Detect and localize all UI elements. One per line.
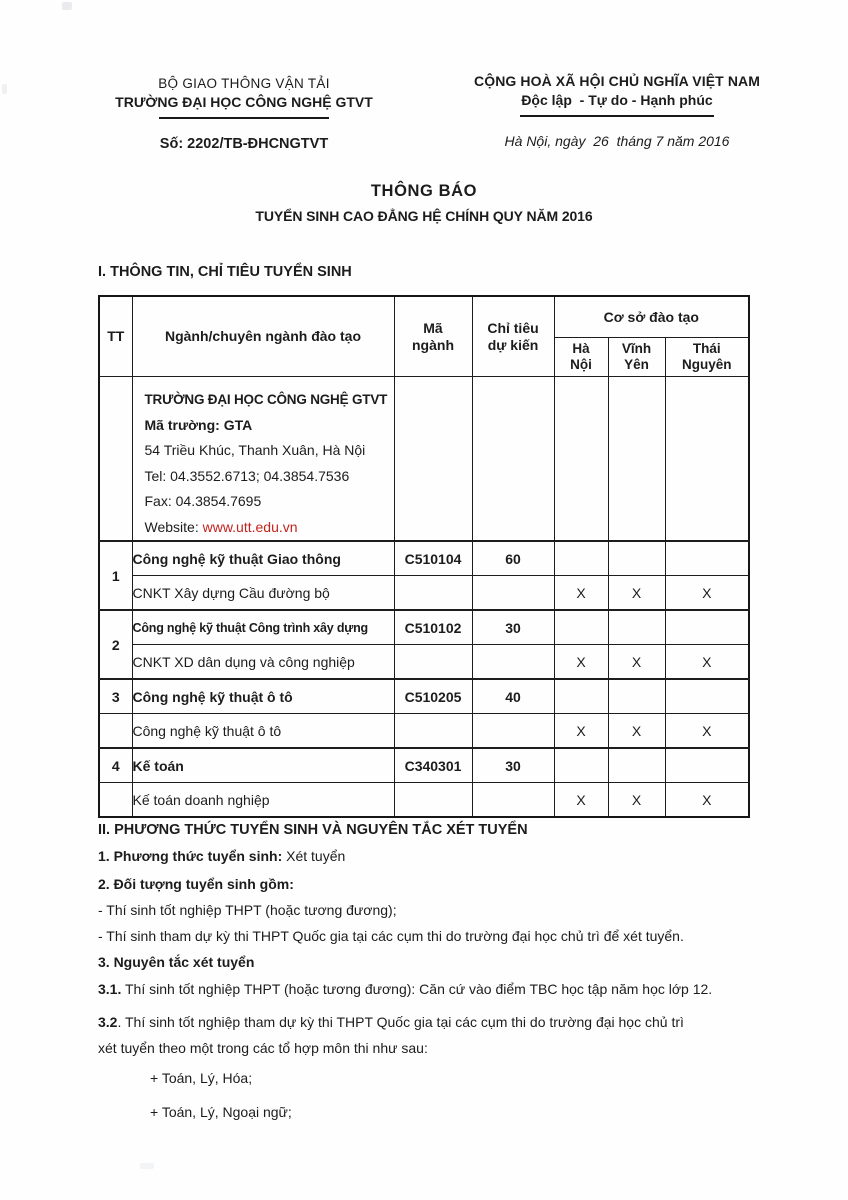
empty-cell (472, 783, 554, 818)
school-name: TRƯỜNG ĐẠI HỌC CÔNG NGHỆ GTVT (144, 392, 388, 407)
subject-combo-2: + Toán, Lý, Ngoại ngữ; (150, 1104, 292, 1120)
school-tel: Tel: 04.3552.6713; 04.3854.7536 (144, 467, 350, 484)
empty-cell (394, 645, 472, 680)
university-name: TRƯỜNG ĐẠI HỌC CÔNG NGHỆ GTVT (115, 94, 373, 110)
major-name: Kế toán (132, 748, 394, 783)
row-number: 3 (99, 679, 132, 714)
document-subtitle: TUYỂN SINH CAO ĐẲNG HỆ CHÍNH QUY NĂM 2016 (255, 208, 593, 224)
major-quota: 30 (472, 610, 554, 645)
empty-cell (394, 576, 472, 611)
ministry-name: BỘ GIAO THÔNG VẬN TẢI (158, 76, 330, 91)
table-header-row-1 (99, 296, 749, 338)
school-info-row (99, 377, 749, 542)
website-label: Website: (144, 518, 203, 535)
national-motto: Độc lập - Tự do - Hạnh phúc (521, 92, 713, 108)
country-name: CỘNG HOÀ XÃ HỘI CHỦ NGHĨA VIỆT NAM (474, 73, 760, 89)
place-date-line: Hà Nội, ngày 26 tháng 7 năm 2016 (504, 133, 730, 150)
empty-cell (394, 783, 472, 818)
col-header-tt: TT (99, 296, 132, 377)
campus-vinhyen-line1: Vĩnh (621, 341, 652, 357)
admission-method-value: Xét tuyển (286, 848, 346, 864)
major-quota: 60 (472, 541, 554, 576)
major-name: Công nghệ kỹ thuật ô tô (132, 679, 394, 714)
empty-cell (394, 377, 472, 542)
section2 (98, 822, 804, 1121)
empty-cell (608, 610, 665, 645)
school-info (133, 377, 394, 540)
submajor-name: Công nghệ kỹ thuật ô tô (132, 714, 394, 749)
section2-heading: II. PHƯƠNG THỨC TUYỂN SINH VÀ NGUYÊN TẮC XÉT TUYỂN (98, 822, 528, 838)
school-info-cell (132, 377, 394, 542)
major-code: C340301 (394, 748, 472, 783)
campus-mark-thainguyen: X (665, 645, 749, 680)
major-name: Công nghệ kỹ thuật Công trình xây dựng (132, 610, 394, 645)
school-code: Mã trường: GTA (144, 416, 253, 433)
principle-3-1 (98, 980, 804, 998)
school-address: 54 Triều Khúc, Thanh Xuân, Hà Nội (144, 442, 366, 458)
empty-cell (554, 610, 608, 645)
campus-thainguyen-line2: Nguyên (682, 357, 732, 372)
campus-mark-vinhyen: X (608, 783, 665, 818)
col-header-quota-line2: dự kiến (487, 336, 539, 353)
empty-cell (665, 679, 749, 714)
campus-mark-hanoi: X (554, 714, 608, 749)
target-bullet-2: - Thí sinh tham dự kỳ thi THPT Quốc gia tại các cụm thi do trường đại học chủ trì để xét tuyển. (98, 928, 684, 944)
campus-vinhyen-line2: Yên (624, 357, 649, 372)
col-header-quota (472, 296, 554, 377)
empty-cell (665, 610, 749, 645)
empty-cell (665, 541, 749, 576)
campus-mark-vinhyen: X (608, 576, 665, 611)
empty-cell (608, 679, 665, 714)
campus-hanoi-line1: Hà (572, 341, 590, 357)
principle-3-2-text1: . Thí sinh tốt nghiệp tham dự kỳ thi THPT Quốc gia tại các cụm thi do trường đại học chủ trì (117, 1014, 684, 1030)
major-code: C510205 (394, 679, 472, 714)
admission-quota-table (98, 295, 750, 818)
campus-mark-hanoi: X (554, 645, 608, 680)
col-header-campus-hanoi (554, 338, 608, 377)
col-header-code-line1: Mã (423, 319, 443, 336)
submajor-name: CNKT XD dân dụng và công nghiệp (132, 645, 394, 680)
major-name: Công nghệ kỹ thuật Giao thông (132, 541, 394, 576)
empty-cell (394, 714, 472, 749)
document-title: THÔNG BÁO (370, 182, 478, 200)
row-number: 2 (99, 610, 132, 679)
school-website-line (145, 515, 386, 541)
section1-heading: I. THÔNG TIN, CHỈ TIÊU TUYỂN SINH (98, 264, 352, 280)
principle-3-1-text: Thí sinh tốt nghiệp THPT (hoặc tương đương): Căn cứ vào điểm TBC học tập năm học lớp 12. (125, 981, 713, 997)
subject-combo-1: + Toán, Lý, Hóa; (150, 1070, 253, 1086)
principles-heading: 3. Nguyên tắc xét tuyển (98, 954, 255, 970)
scan-artifact (2, 84, 7, 94)
col-header-code-line2: ngành (412, 336, 454, 353)
target-heading: 2. Đối tượng tuyển sinh gồm: (98, 876, 294, 892)
principle-3-1-label: 3.1. (98, 981, 122, 997)
major-row (99, 748, 749, 783)
submajor-row (99, 714, 749, 749)
major-row (99, 610, 749, 645)
campus-thainguyen-line1: Thái (692, 341, 721, 357)
school-fax: Fax: 04.3854.7695 (144, 493, 262, 509)
submajor-row (99, 783, 749, 818)
row-number: 1 (99, 541, 132, 610)
empty-cell (472, 576, 554, 611)
empty-tt-cell (99, 714, 132, 749)
major-row (99, 541, 749, 576)
target-bullet-1: - Thí sinh tốt nghiệp THPT (hoặc tương đương); (98, 902, 397, 918)
empty-tt-cell (99, 783, 132, 818)
empty-cell (608, 377, 665, 542)
document-title-block (98, 182, 750, 224)
campus-mark-hanoi: X (554, 783, 608, 818)
major-code: C510104 (394, 541, 472, 576)
campus-hanoi-line2: Nội (570, 357, 592, 372)
col-header-campus-vinhyen (608, 338, 665, 377)
principle-3-2-line1 (98, 1009, 804, 1035)
scan-artifact (140, 1163, 154, 1169)
major-code: C510102 (394, 610, 472, 645)
campus-mark-vinhyen: X (608, 714, 665, 749)
major-row (99, 679, 749, 714)
col-header-campus-group: Cơ sở đào tạo (554, 296, 749, 338)
col-header-code (394, 296, 472, 377)
row-number: 4 (99, 748, 132, 783)
issuer-block (88, 76, 400, 152)
national-header-block (452, 73, 782, 149)
submajor-row (99, 645, 749, 680)
empty-cell (608, 541, 665, 576)
empty-cell (554, 377, 608, 542)
campus-mark-thainguyen: X (665, 714, 749, 749)
school-info-tt-cell (99, 377, 132, 542)
empty-cell (472, 377, 554, 542)
header-divider-right (520, 115, 714, 117)
empty-cell (472, 714, 554, 749)
campus-mark-thainguyen: X (665, 783, 749, 818)
empty-cell (554, 541, 608, 576)
scan-artifact (62, 2, 72, 10)
admission-method-line (98, 847, 804, 865)
admission-method-label: 1. Phương thức tuyển sinh: (98, 848, 283, 864)
empty-cell (608, 748, 665, 783)
col-header-campus-thainguyen (665, 338, 749, 377)
empty-cell (472, 645, 554, 680)
col-header-major: Ngành/chuyên ngành đào tạo (132, 296, 394, 377)
empty-cell (554, 748, 608, 783)
header-divider-left (159, 117, 329, 119)
submajor-name: CNKT Xây dựng Cầu đường bộ (132, 576, 394, 611)
campus-mark-thainguyen: X (665, 576, 749, 611)
campus-mark-vinhyen: X (608, 645, 665, 680)
empty-cell (665, 377, 749, 542)
principle-3-2 (98, 1009, 804, 1061)
campus-mark-hanoi: X (554, 576, 608, 611)
empty-cell (554, 679, 608, 714)
major-quota: 40 (472, 679, 554, 714)
principle-3-2-label: 3.2 (98, 1014, 118, 1030)
empty-cell (665, 748, 749, 783)
submajor-name: Kế toán doanh nghiệp (132, 783, 394, 818)
principle-3-2-line2: xét tuyển theo một trong các tổ hợp môn thi như sau: (98, 1040, 428, 1056)
document-number: Số: 2202/TB-ĐHCNGTVT (159, 136, 329, 153)
submajor-row (99, 576, 749, 611)
major-quota: 30 (472, 748, 554, 783)
website-link[interactable]: www.utt.edu.vn (202, 518, 298, 535)
col-header-quota-line1: Chỉ tiêu (487, 319, 539, 336)
